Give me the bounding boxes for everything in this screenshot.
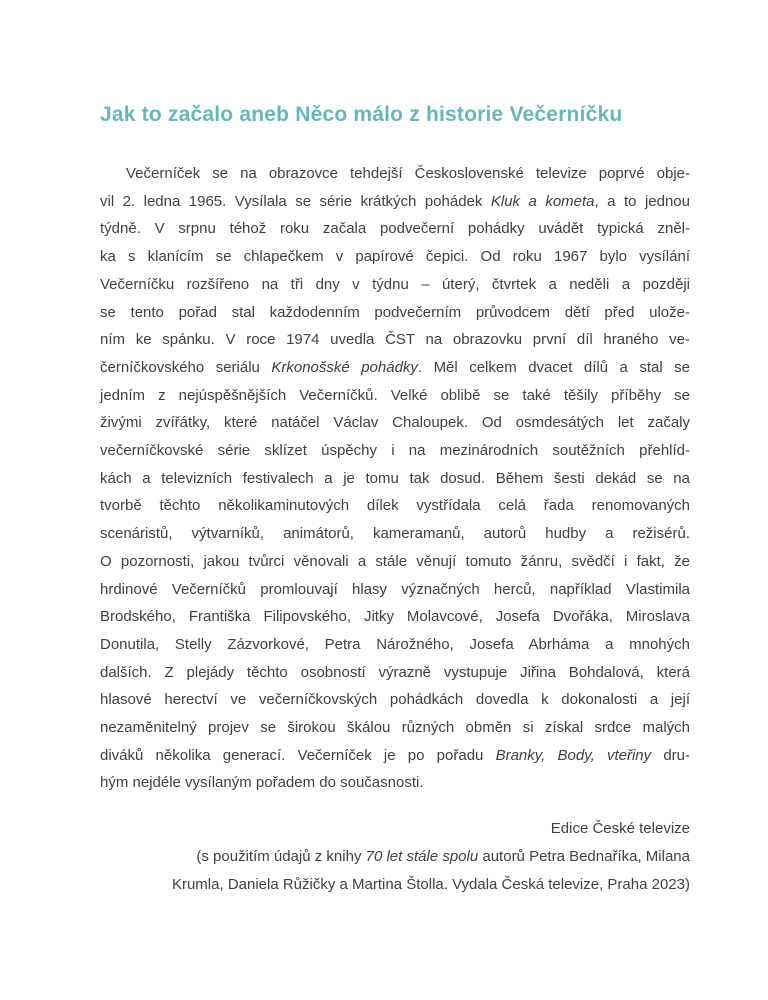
paragraph-line: černíčkovského seriálu Krkonošské pohádky. Měl celkem dvacet dílů a stal se: [100, 358, 690, 376]
paragraph-line: dalších. Z plejády těchto osobností výrazně vystupuje Jiřina Bohdalová, která: [100, 663, 690, 681]
paragraph-line: hrdinové Večerníčků promlouvají hlasy význačných herců, například Vlastimila: [100, 580, 690, 598]
credits-line: Edice České televize: [550, 820, 690, 838]
paragraph-line: se tento pořad stal každodenním podvečerním průvodcem dětí před ulože-: [100, 303, 690, 321]
italic-work-title: Krkonošské pohádky: [271, 358, 418, 376]
credits-line: (s použitím údajů z knihy 70 let stále spolu autorů Petra Bednaříka, Milana: [196, 848, 690, 866]
page-title: Jak to začalo aneb Něco málo z historie Večerníčku: [100, 103, 623, 126]
paragraph-line: ním ke spánku. V roce 1974 uvedla ČST na obrazovku první díl hraného ve-: [100, 331, 690, 349]
paragraph-line: diváků několika generací. Večerníček je po pořadu Branky, Body, vteřiny dru-: [100, 746, 691, 764]
paragraph-line: Večerníčku rozšířeno na tři dny v týdnu – úterý, čtvrtek a neděli a později: [100, 275, 690, 293]
credits-block: [100, 815, 690, 899]
body-paragraph: [100, 160, 690, 797]
paragraph-line: jedním z nejúspěšnějších Večerníčků. Velké oblibě se také těšily příběhy se: [100, 386, 690, 404]
paragraph-line: scenáristů, výtvarníků, animátorů, kameramanů, autorů hudby a režisérů.: [100, 525, 690, 543]
paragraph-line: tvorbě těchto několikaminutových dílek vystřídala celá řada renomovaných: [100, 497, 690, 515]
italic-work-title: Branky, Body, vteřiny: [495, 746, 652, 764]
paragraph-line: hým nejdéle vysílaným pořadem do současnosti.: [100, 774, 424, 792]
paragraph-line: živými zvířátky, které natáčel Václav Chaloupek. Od osmdesátých let začaly: [100, 414, 690, 432]
italic-work-title: 70 let stále spolu: [365, 848, 479, 866]
paragraph-line: kách a televizních festivalech a je tomu tak dosud. Během šesti dekád se na: [100, 469, 690, 487]
paragraph-line: O pozornosti, jakou tvůrci věnovali a stále věnují tomuto žánru, svědčí i fakt, že: [100, 552, 690, 570]
paragraph-line: týdně. V srpnu téhož roku začala podvečerní pohádky uvádět typická zněl-: [100, 220, 690, 238]
paragraph-line: Donutila, Stelly Zázvorkové, Petra Nárožného, Josefa Abrháma a mnohých: [100, 635, 690, 653]
credits-line: Krumla, Daniela Růžičky a Martina Štolla. Vydala Česká televize, Praha 2023): [171, 876, 690, 894]
paragraph-line: večerníčkovské série sklízet úspěchy i na mezinárodních soutěžních přehlíd-: [100, 442, 690, 460]
paragraph-line: Večerníček se na obrazovce tehdejší Československé televize poprvé obje-: [126, 165, 690, 182]
italic-work-title: Kluk a kometa: [490, 192, 595, 210]
paragraph-line: nezaměnitelný projev se širokou škálou různých obměn si získal srdce malých: [100, 719, 690, 737]
paragraph-line: hlasové herectví ve večerníčkovských pohádkách dovedla k dokonalosti a její: [100, 691, 690, 709]
paragraph-line: ka s klanícím se chlapečkem v papírové čepici. Od roku 1967 bylo vysílání: [100, 248, 690, 266]
paragraph-line: vil 2. ledna 1965. Vysílala se série krátkých pohádek Kluk a kometa, a to jednou: [100, 192, 690, 210]
paragraph-line: Brodského, Františka Filipovského, Jitky Molavcové, Josefa Dvořáka, Miroslava: [100, 608, 690, 626]
